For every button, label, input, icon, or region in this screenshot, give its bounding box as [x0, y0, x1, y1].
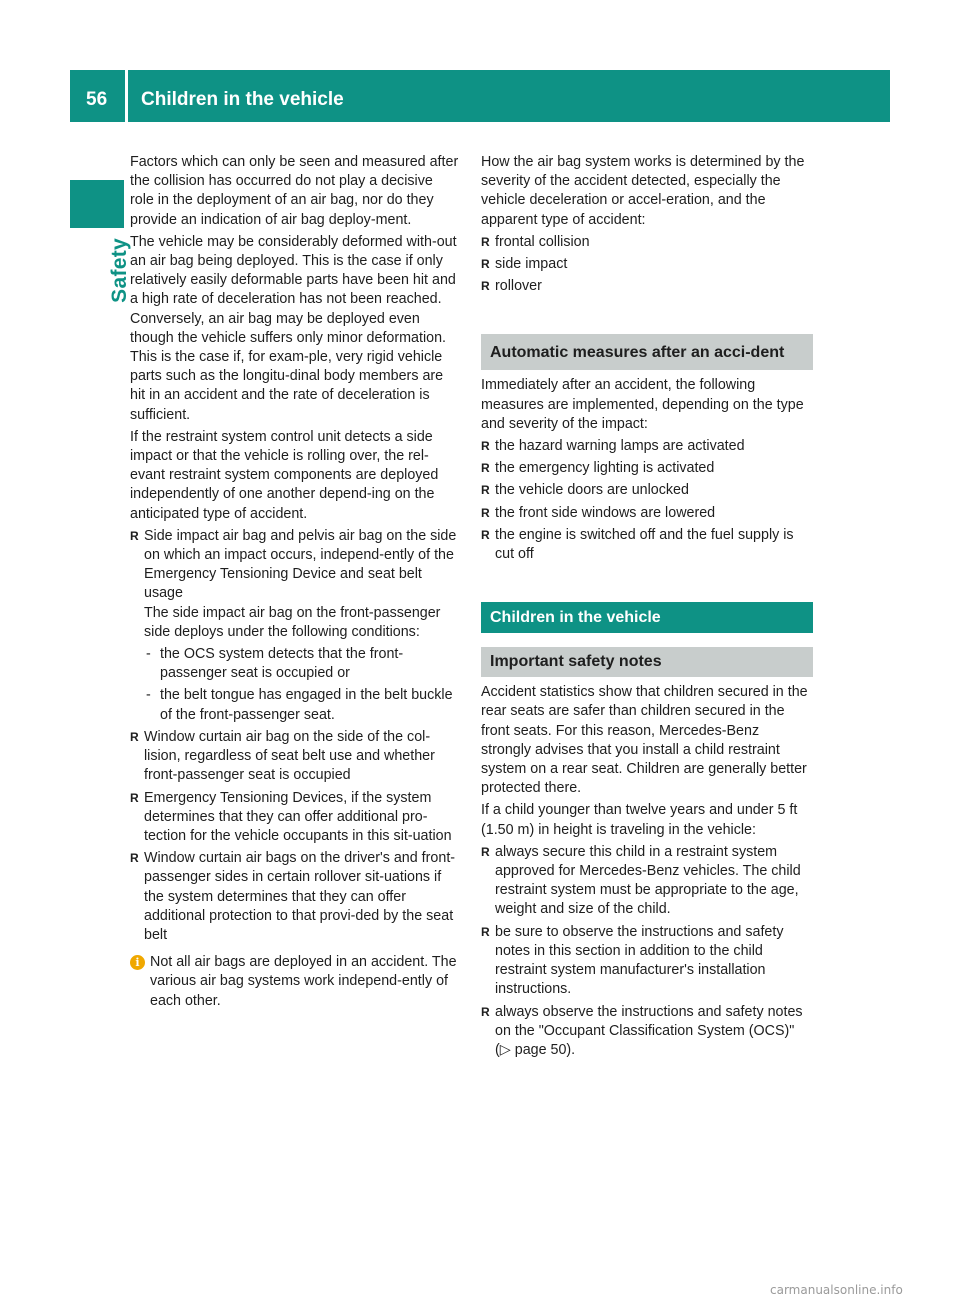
dash-item: - the OCS system detects that the front-passenger seat is occupied or	[144, 645, 460, 683]
paragraph: If the restraint system control unit detects a side impact or that the vehicle is rolling over, the rel-evant restraint system components are deployed independently of one another depend-ing on the anticipated type of accident.	[130, 428, 439, 522]
paragraph: How the air bag system works is determined by the severity of the accident detected, especially the vehicle deceleration or accel-eration, and the apparent type of accident:	[481, 154, 805, 228]
paragraph: The vehicle may be considerably deformed with-out an air bag being deployed. This is the case if only relatively easily deformable parts have been hit and a high rate of deceleration has not been reached. Conversely, an air bag may be deployed even though the vehicle suffers only minor deformation. This is the case if, for exam-ple, very rigid vehicle parts such as the longitu-dinal body members are hit in an accident and the rate of deceleration is sufficient.	[130, 233, 457, 423]
list-item	[481, 1003, 813, 1061]
section-tab-label: Safety	[108, 238, 131, 303]
list-item: R the front side windows are lowered	[481, 504, 813, 523]
paragraph: Immediately after an accident, the following measures are implemented, depending on the type and severity of the impact:	[481, 377, 804, 432]
section-heading: Important safety notes	[481, 647, 813, 677]
watermark: carmanualsonline.info	[770, 1283, 903, 1297]
list-item: R Emergency Tensioning Devices, if the system determines that they can offer additional pro-tection for the vehicle occupants in this sit-uation	[130, 789, 460, 847]
list-item: R always secure this child in a restraint system approved for Mercedes-Benz vehicles. The child restraint system must be appropriate to the age, weight and size of the child.	[481, 843, 813, 920]
airbag-list	[130, 527, 460, 945]
right-column	[481, 153, 813, 1063]
header-divider	[125, 70, 128, 122]
page-number: 56	[86, 89, 108, 110]
accident-type-list	[481, 233, 813, 297]
safety-notes-list	[481, 843, 813, 1060]
list-item: R be sure to observe the instructions and safety notes in this section in addition to the child restraint system manufacturer's installation instructions.	[481, 923, 813, 1000]
paragraph: If a child younger than twelve years and under 5 ft (1.50 m) in height is traveling in the vehicle:	[481, 802, 798, 838]
paragraph: Factors which can only be seen and measured after the collision has occurred do not play a decisive role in the deployment of an air bag, nor do they provide an indication of air bag deploy-ment.	[130, 154, 459, 228]
page-ref-arrow-icon: ▷	[499, 1041, 511, 1058]
section-tab-marker	[70, 180, 124, 228]
page-title: Children in the vehicle	[141, 89, 344, 110]
list-item: R rollover	[481, 277, 813, 296]
list-item: R frontal collision	[481, 233, 813, 252]
section-heading: Automatic measures after an acci-dent	[481, 334, 813, 370]
list-item	[130, 527, 460, 725]
list-item: R Window curtain air bag on the side of the col-lision, regardless of seat belt use and whether front-passenger seat is occupied	[130, 728, 460, 786]
info-icon: i	[130, 955, 145, 970]
list-item: R the engine is switched off and the fuel supply is cut off	[481, 526, 813, 564]
list-item-text: R Side impact air bag and pelvis air bag on the side on which an impact occurs, independ-ently of the Emergency Tensioning Device and seat belt usage	[144, 527, 457, 602]
list-item-subtext: The side impact air bag on the front-passenger side deploys under the following conditions:	[144, 604, 441, 640]
list-item: R Window curtain air bags on the driver's and front-passenger sides in certain rollover sit-uations if the system determines that they can offer additional protection to that provi-ded by the seat belt	[130, 849, 460, 945]
list-item: R the hazard warning lamps are activated	[481, 437, 813, 456]
dash-item: - the belt tongue has engaged in the belt buckle of the front-passenger seat.	[144, 686, 460, 724]
info-text: Not all air bags are deployed in an accident. The various air bag systems work independ-ently of each other.	[150, 954, 457, 1009]
page-reference-link[interactable]: page 50).	[510, 1041, 576, 1058]
chapter-heading: Children in the vehicle	[481, 602, 813, 633]
list-item: R side impact	[481, 255, 813, 274]
info-note	[130, 953, 460, 1011]
paragraph: Accident statistics show that children secured in the rear seats are safer than children secured in the front seats. For this reason, Mercedes-Benz strongly advises that you install a child restraint system on a rear seat. Children are generally better protected there.	[481, 684, 808, 797]
left-column	[130, 153, 460, 1011]
list-item: R the emergency lighting is activated	[481, 459, 813, 478]
measures-list	[481, 437, 813, 564]
list-item: R the vehicle doors are unlocked	[481, 481, 813, 500]
list-item-text: always observe the instructions and safety notes on the "Occupant Classification System (OCS)" (	[495, 1003, 803, 1058]
